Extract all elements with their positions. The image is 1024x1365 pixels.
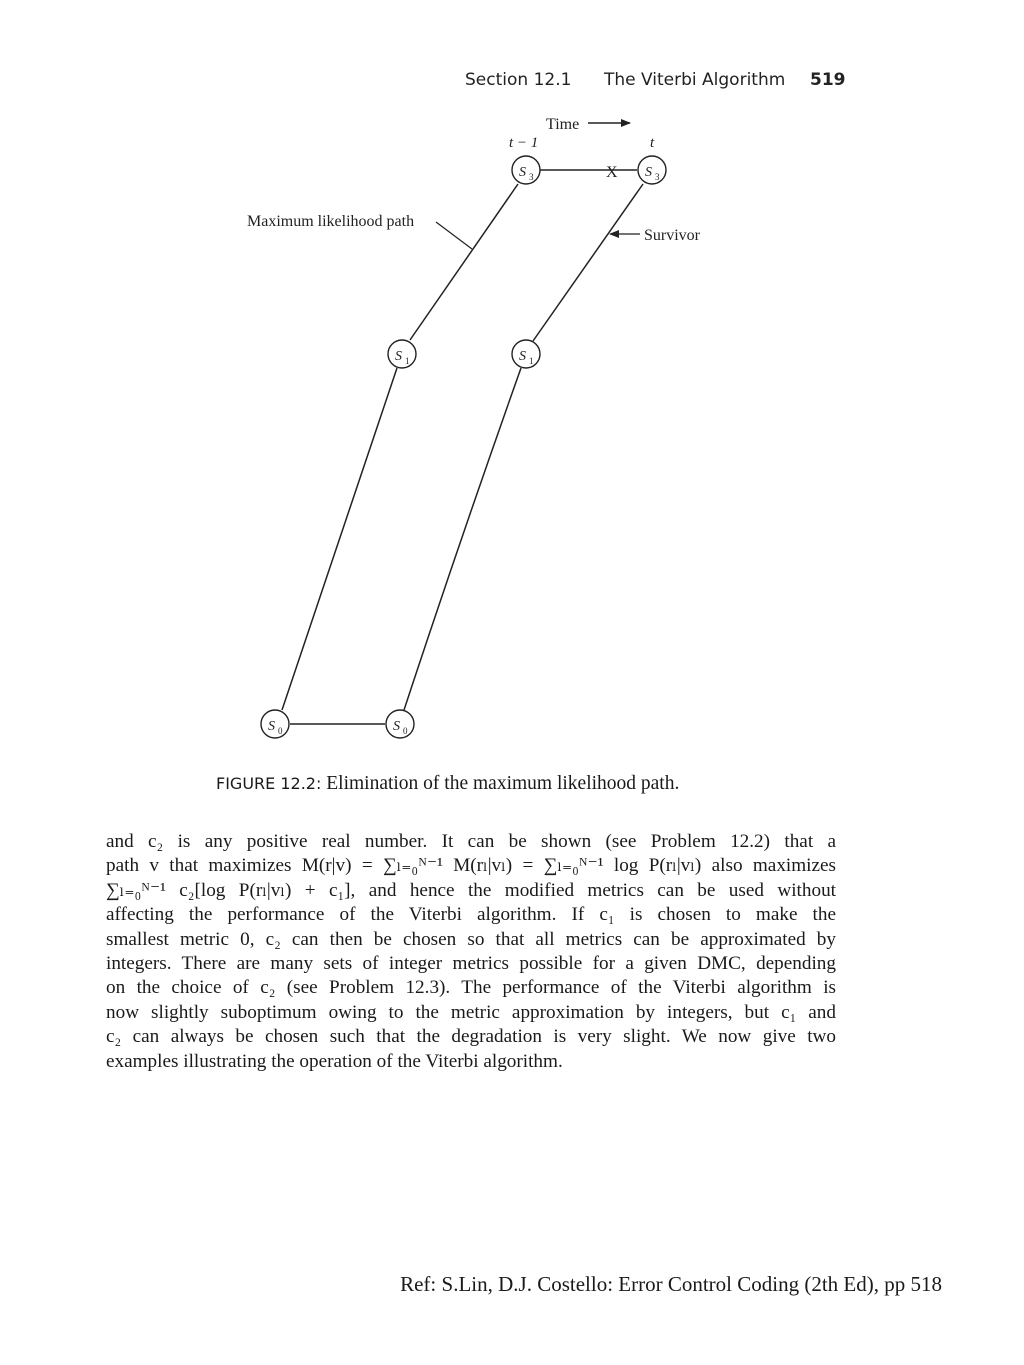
- state-node-s1-left: [388, 340, 416, 368]
- svg-text:S: S: [519, 349, 526, 364]
- svg-text:S: S: [395, 349, 402, 364]
- column-label-t-minus-1: t − 1: [509, 135, 539, 151]
- body-line: on the choice of c₂ (see Problem 12.3). The performance of the Viterbi algorithm is: [106, 977, 836, 999]
- svg-text:3: 3: [655, 172, 660, 182]
- svg-text:0: 0: [403, 726, 408, 736]
- survivor-edge-lower: [404, 368, 521, 710]
- state-subscript: 3: [529, 172, 534, 182]
- column-label-t: t: [650, 135, 655, 151]
- elimination-mark: X: [606, 164, 618, 181]
- svg-text:1: 1: [405, 356, 410, 366]
- reference-note: Ref: S.Lin, D.J. Costello: Error Control Coding (2th Ed), pp 518: [400, 1272, 942, 1296]
- body-line: c₂ can always be chosen such that the degradation is very slight. We now give two: [106, 1026, 836, 1048]
- ml-path-edge-lower: [282, 368, 397, 710]
- body-line: affecting the performance of the Viterbi algorithm. If c₁ is chosen to make the: [106, 904, 836, 926]
- ml-path-edge-upper: [410, 184, 518, 340]
- body-paragraph: [106, 830, 836, 1074]
- svg-text:S: S: [268, 719, 275, 734]
- caption-label: FIGURE 12.2:: [216, 774, 322, 793]
- body-line: path v that maximizes M(r|v) = ∑ₗ₌₀ᴺ⁻¹ M(rₗ|vₗ) = ∑ₗ₌₀ᴺ⁻¹ log P(rₗ|vₗ) also maximizes: [106, 855, 836, 877]
- body-line: and c₂ is any positive real number. It can be shown (see Problem 12.2) that a: [106, 831, 836, 852]
- svg-text:S: S: [393, 719, 400, 734]
- section-label: Section 12.1: [465, 70, 572, 90]
- ml-path-label: Maximum likelihood path: [247, 213, 415, 230]
- ml-path-pointer: [436, 222, 472, 249]
- svg-text:0: 0: [278, 726, 283, 736]
- time-label: Time: [546, 116, 580, 133]
- svg-text:S: S: [645, 165, 652, 180]
- survivor-edge-upper: [533, 184, 643, 341]
- state-node-s1-right: [512, 340, 540, 368]
- body-line: examples illustrating the operation of the Viterbi algorithm.: [106, 1050, 563, 1072]
- svg-text:S: S: [519, 165, 526, 180]
- body-line: now slightly suboptimum owing to the metric approximation by integers, but c₁ and: [106, 1001, 836, 1023]
- path-edges: [282, 170, 643, 724]
- body-line: smallest metric 0, c₂ can then be chosen so that all metrics can be approximated by: [106, 928, 836, 950]
- state-node-s0-right: [386, 710, 414, 738]
- svg-text:1: 1: [529, 356, 534, 366]
- state-node-s3-left: [512, 156, 540, 184]
- body-line: ∑ₗ₌₀ᴺ⁻¹ c₂[log P(rₗ|vₗ) + c₁], and hence the modified metrics can be used without: [106, 879, 836, 901]
- page-number: 519: [810, 70, 846, 90]
- figure-caption: [216, 773, 679, 795]
- caption-text: Elimination of the maximum likelihood path.: [321, 773, 680, 794]
- state-node-s3-right: [638, 156, 666, 184]
- survivor-label: Survivor: [644, 227, 700, 244]
- state-node-s0-left: [261, 710, 289, 738]
- running-title: The Viterbi Algorithm: [604, 70, 786, 90]
- body-line: integers. There are many sets of integer metrics possible for a given DMC, depending: [106, 953, 836, 975]
